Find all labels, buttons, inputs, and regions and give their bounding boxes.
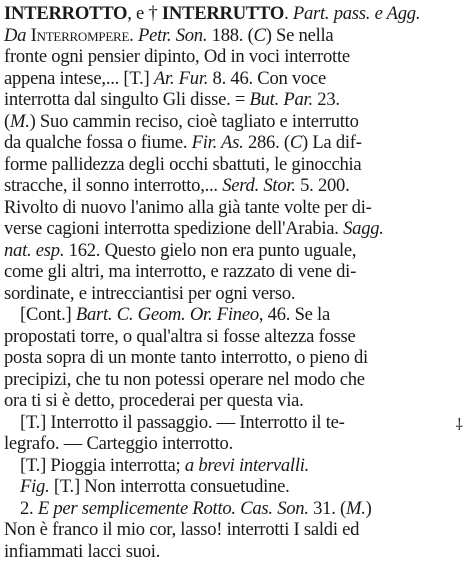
text-segment: propostati torre, o qual'altra si fosse altezza fosse — [4, 326, 356, 347]
text-line — [4, 369, 462, 391]
text-segment: precipizi, che tu non potessi operare nel modo che — [4, 369, 365, 390]
ink-blot-mark: ⸸ — [455, 413, 463, 435]
text-segment: verse cagioni interrotta spedizione dell'Arabia. — [4, 218, 343, 239]
text-segment: M. — [346, 498, 366, 519]
text-segment: 162. Questo gielo non era punto uguale, — [64, 240, 356, 261]
text-segment: interrotta dal singulto Gli disse. = — [4, 89, 250, 110]
text-segment: [Cont.] — [20, 304, 76, 325]
text-line — [4, 455, 462, 477]
text-segment: posta sopra di un monte tanto interrotto, o pieno di — [4, 347, 368, 368]
text-segment: ] Interrotto il passaggio. — Interrotto il te- — [40, 412, 345, 433]
text-segment: C — [254, 25, 266, 46]
text-segment: ] — [144, 68, 154, 89]
text-segment: ) — [366, 498, 372, 519]
text-line — [4, 68, 462, 90]
text-segment: Petr. Son. — [138, 25, 207, 46]
text-segment: T. — [60, 476, 74, 497]
text-segment: da qualche fossa o fiume. — [4, 132, 192, 153]
text-line — [4, 154, 462, 176]
text-segment: nat. esp. — [4, 240, 64, 261]
text-segment: Fir. As. — [192, 132, 244, 153]
text-line — [4, 197, 462, 219]
text-segment: Fig. — [20, 476, 49, 497]
text-segment: ] Non interrotta consuetudine. — [74, 476, 290, 497]
dictionary-entry — [4, 3, 462, 562]
text-line — [4, 25, 462, 47]
text-segment: 286. ( — [244, 132, 290, 153]
text-segment: E per semplicemente Rotto. Cas. Son. — [38, 498, 309, 519]
text-line — [4, 132, 462, 154]
text-segment: come gli altri, ma interrotto, e razzato di vene di- — [4, 261, 356, 282]
text-segment: legrafo. — Carteggio interrotto. — [4, 433, 233, 454]
text-line — [4, 433, 462, 455]
text-segment: 8. 46. Con voce — [208, 68, 326, 89]
text-segment: Interrompere — [31, 25, 130, 46]
text-segment: INTERRUTTO — [162, 3, 284, 24]
text-segment: Bart. C. Geom. Or. Fineo — [76, 304, 259, 325]
text-segment: T. — [26, 412, 40, 433]
text-line — [4, 218, 462, 240]
text-segment: 2. — [20, 498, 38, 519]
text-segment: [ — [20, 412, 26, 433]
text-segment: ( — [4, 111, 10, 132]
text-segment: infiammati lacci suoi. — [4, 541, 160, 562]
text-segment: appena intese,... [ — [4, 68, 129, 89]
text-segment: Rivolto di nuovo l'animo alla già tante volte per di- — [4, 197, 372, 218]
text-segment: ) Se nella — [266, 25, 334, 46]
text-segment: 5. 200. — [296, 175, 350, 196]
text-line — [4, 3, 462, 25]
text-line — [4, 304, 462, 326]
text-segment: Part. pass. e Agg. — [293, 3, 420, 24]
text-segment: stracche, il sonno interrotto,... — [4, 175, 222, 196]
text-segment: , e † — [127, 3, 162, 24]
text-line — [4, 283, 462, 305]
text-segment: [ — [20, 455, 26, 476]
text-segment: [ — [49, 476, 59, 497]
text-segment: fronte ogni pensier dipinto, Od in voci interrotte — [4, 46, 350, 67]
text-segment: sordinate, e intrecciantisi per ogni verso. — [4, 283, 295, 304]
text-line — [4, 412, 462, 434]
text-segment: ] Pioggia interrotta; — [40, 455, 185, 476]
text-line — [4, 326, 462, 348]
text-segment: 23. — [313, 89, 340, 110]
text-segment: M. — [10, 111, 30, 132]
text-segment: 188. ( — [207, 25, 253, 46]
text-segment: ) La dif- — [302, 132, 362, 153]
text-line — [4, 111, 462, 133]
text-line — [4, 519, 462, 541]
text-line — [4, 498, 462, 520]
text-line — [4, 46, 462, 68]
text-segment: C — [290, 132, 302, 153]
text-line — [4, 347, 462, 369]
text-segment: a brevi intervalli. — [185, 455, 309, 476]
text-segment: Da — [4, 25, 31, 46]
text-segment: ) Suo cammin reciso, cioè tagliato e interrutto — [30, 111, 359, 132]
text-segment: Non è franco il mio cor, lasso! interrotti I saldi ed — [4, 519, 359, 540]
text-line — [4, 261, 462, 283]
text-segment: T. — [26, 455, 40, 476]
text-segment: Ar. Fur. — [154, 68, 208, 89]
text-segment: INTERROTTO — [4, 3, 127, 24]
text-segment: But. Par. — [250, 89, 313, 110]
text-line — [4, 89, 462, 111]
text-segment: forme pallidezza degli occhi sbattuti, le ginocchia — [4, 154, 361, 175]
text-line — [4, 476, 462, 498]
text-segment: T. — [129, 68, 143, 89]
text-line — [4, 175, 462, 197]
text-segment: . — [284, 3, 293, 24]
text-line — [4, 240, 462, 262]
text-segment: Serd. Stor. — [222, 175, 296, 196]
text-line — [4, 390, 462, 412]
text-segment: ora ti si è detto, procederai per questa via. — [4, 390, 304, 411]
text-segment: . — [129, 25, 138, 46]
text-segment: 31. ( — [309, 498, 346, 519]
text-segment: Sagg. — [343, 218, 384, 239]
text-segment: , 46. Se la — [259, 304, 330, 325]
